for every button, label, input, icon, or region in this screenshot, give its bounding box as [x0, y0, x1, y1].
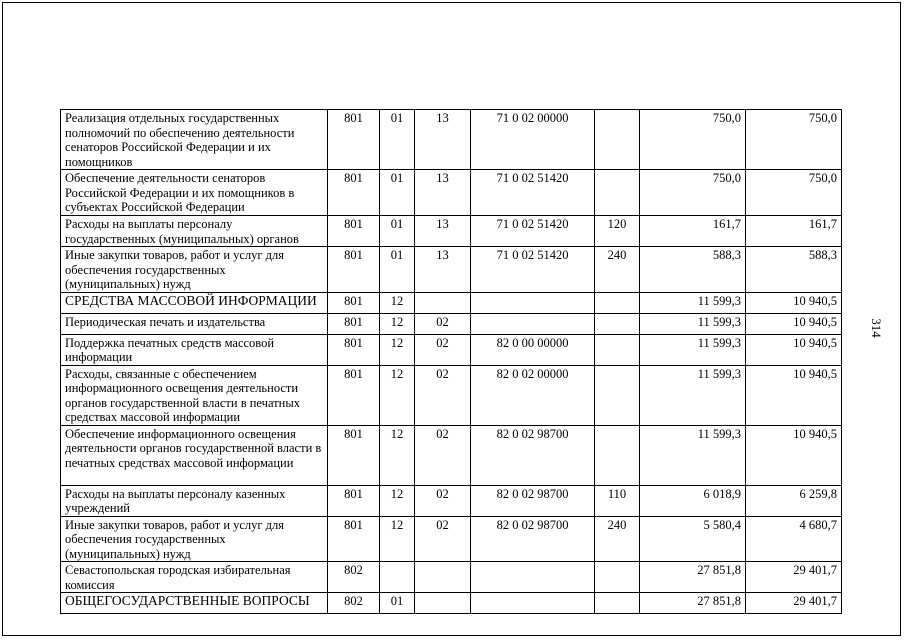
row-ved: 801	[328, 485, 380, 516]
row-pr: 13	[415, 110, 471, 170]
budget-table	[60, 109, 842, 614]
row-sum2: 750,0	[746, 110, 842, 170]
row-rz: 12	[380, 365, 415, 425]
row-sum1: 5 580,4	[640, 516, 746, 562]
table-row	[61, 516, 842, 562]
row-sum1: 161,7	[640, 216, 746, 247]
row-sum2: 750,0	[746, 170, 842, 216]
row-ved: 801	[328, 247, 380, 293]
row-name: Периодическая печать и издательства	[61, 313, 328, 334]
row-pr: 02	[415, 365, 471, 425]
row-sum1: 11 599,3	[640, 313, 746, 334]
row-rz	[380, 562, 415, 593]
row-sum1: 27 851,8	[640, 562, 746, 593]
row-ved: 801	[328, 110, 380, 170]
row-sum2: 4 680,7	[746, 516, 842, 562]
row-name: Иные закупки товаров, работ и услуг для обеспечения государственных (муниципальных) нужд	[61, 516, 328, 562]
row-rz: 12	[380, 485, 415, 516]
row-name: ОБЩЕГОСУДАРСТВЕННЫЕ ВОПРОСЫ	[61, 593, 328, 614]
row-name: Севастопольская городская избирательная комиссия	[61, 562, 328, 593]
row-vr	[595, 425, 640, 485]
row-pr: 02	[415, 485, 471, 516]
table-row	[61, 485, 842, 516]
row-csr: 71 0 02 51420	[471, 216, 595, 247]
row-rz: 01	[380, 593, 415, 614]
row-ved: 801	[328, 292, 380, 313]
row-rz: 01	[380, 247, 415, 293]
row-pr	[415, 292, 471, 313]
table-row	[61, 170, 842, 216]
row-csr: 82 0 02 98700	[471, 425, 595, 485]
row-sum2: 10 940,5	[746, 365, 842, 425]
row-sum1: 27 851,8	[640, 593, 746, 614]
row-sum1: 11 599,3	[640, 365, 746, 425]
row-rz: 12	[380, 334, 415, 365]
row-vr: 240	[595, 247, 640, 293]
row-sum2: 588,3	[746, 247, 842, 293]
row-sum2: 6 259,8	[746, 485, 842, 516]
row-sum2: 29 401,7	[746, 562, 842, 593]
row-sum1: 11 599,3	[640, 334, 746, 365]
row-ved: 802	[328, 562, 380, 593]
row-vr	[595, 110, 640, 170]
row-sum1: 6 018,9	[640, 485, 746, 516]
row-rz: 12	[380, 313, 415, 334]
row-csr: 71 0 02 00000	[471, 110, 595, 170]
row-pr: 13	[415, 247, 471, 293]
row-sum2: 10 940,5	[746, 292, 842, 313]
row-pr: 02	[415, 516, 471, 562]
row-csr	[471, 292, 595, 313]
row-vr	[595, 593, 640, 614]
table-row	[61, 593, 842, 614]
row-rz: 12	[380, 292, 415, 313]
row-vr: 240	[595, 516, 640, 562]
row-vr	[595, 365, 640, 425]
row-ved: 801	[328, 170, 380, 216]
row-sum2: 10 940,5	[746, 425, 842, 485]
row-rz: 01	[380, 110, 415, 170]
row-sum2: 10 940,5	[746, 334, 842, 365]
table-row	[61, 292, 842, 313]
row-ved: 802	[328, 593, 380, 614]
row-sum1: 11 599,3	[640, 425, 746, 485]
row-csr: 71 0 02 51420	[471, 170, 595, 216]
row-name: Расходы на выплаты персоналу казенных учреждений	[61, 485, 328, 516]
row-pr: 13	[415, 216, 471, 247]
row-vr: 110	[595, 485, 640, 516]
table-row	[61, 247, 842, 293]
table-row	[61, 425, 842, 485]
row-pr: 13	[415, 170, 471, 216]
row-rz: 12	[380, 425, 415, 485]
row-ved: 801	[328, 425, 380, 485]
page-number: 314	[868, 318, 884, 338]
row-ved: 801	[328, 334, 380, 365]
row-vr	[595, 334, 640, 365]
row-sum1: 11 599,3	[640, 292, 746, 313]
row-csr: 82 0 02 98700	[471, 485, 595, 516]
row-name: Поддержка печатных средств массовой информации	[61, 334, 328, 365]
row-ved: 801	[328, 365, 380, 425]
row-csr	[471, 562, 595, 593]
row-csr: 71 0 02 51420	[471, 247, 595, 293]
row-vr	[595, 313, 640, 334]
row-name: Обеспечение деятельности сенаторов Российской Федерации и их помощников в субъектах Российской Федерации	[61, 170, 328, 216]
row-ved: 801	[328, 216, 380, 247]
row-sum1: 750,0	[640, 170, 746, 216]
row-pr	[415, 562, 471, 593]
row-name: СРЕДСТВА МАССОВОЙ ИНФОРМАЦИИ	[61, 292, 328, 313]
row-csr: 82 0 02 00000	[471, 365, 595, 425]
row-csr: 82 0 02 98700	[471, 516, 595, 562]
row-csr	[471, 313, 595, 334]
table-row	[61, 110, 842, 170]
row-csr	[471, 593, 595, 614]
row-rz: 01	[380, 216, 415, 247]
row-vr	[595, 170, 640, 216]
row-name: Реализация отдельных государственных полномочий по обеспечению деятельности сенаторов Российской Федерации и их помощников	[61, 110, 328, 170]
row-vr	[595, 562, 640, 593]
row-sum2: 10 940,5	[746, 313, 842, 334]
row-rz: 12	[380, 516, 415, 562]
row-sum2: 161,7	[746, 216, 842, 247]
table-row	[61, 365, 842, 425]
row-rz: 01	[380, 170, 415, 216]
row-pr: 02	[415, 425, 471, 485]
row-name: Расходы, связанные с обеспечением информационного освещения деятельности органов государственной власти в печатных средствах массовой информации	[61, 365, 328, 425]
table-row	[61, 562, 842, 593]
row-vr	[595, 292, 640, 313]
row-sum2: 29 401,7	[746, 593, 842, 614]
row-pr	[415, 593, 471, 614]
row-name: Обеспечение информационного освещения деятельности органов государственной власти в печатных средствах массовой информации	[61, 425, 328, 485]
row-name: Расходы на выплаты персоналу государственных (муниципальных) органов	[61, 216, 328, 247]
table-row	[61, 313, 842, 334]
row-vr: 120	[595, 216, 640, 247]
row-name: Иные закупки товаров, работ и услуг для обеспечения государственных (муниципальных) нужд	[61, 247, 328, 293]
row-sum1: 750,0	[640, 110, 746, 170]
row-sum1: 588,3	[640, 247, 746, 293]
row-ved: 801	[328, 313, 380, 334]
table-row	[61, 216, 842, 247]
row-ved: 801	[328, 516, 380, 562]
row-pr: 02	[415, 334, 471, 365]
row-pr: 02	[415, 313, 471, 334]
table-row	[61, 334, 842, 365]
row-csr: 82 0 00 00000	[471, 334, 595, 365]
